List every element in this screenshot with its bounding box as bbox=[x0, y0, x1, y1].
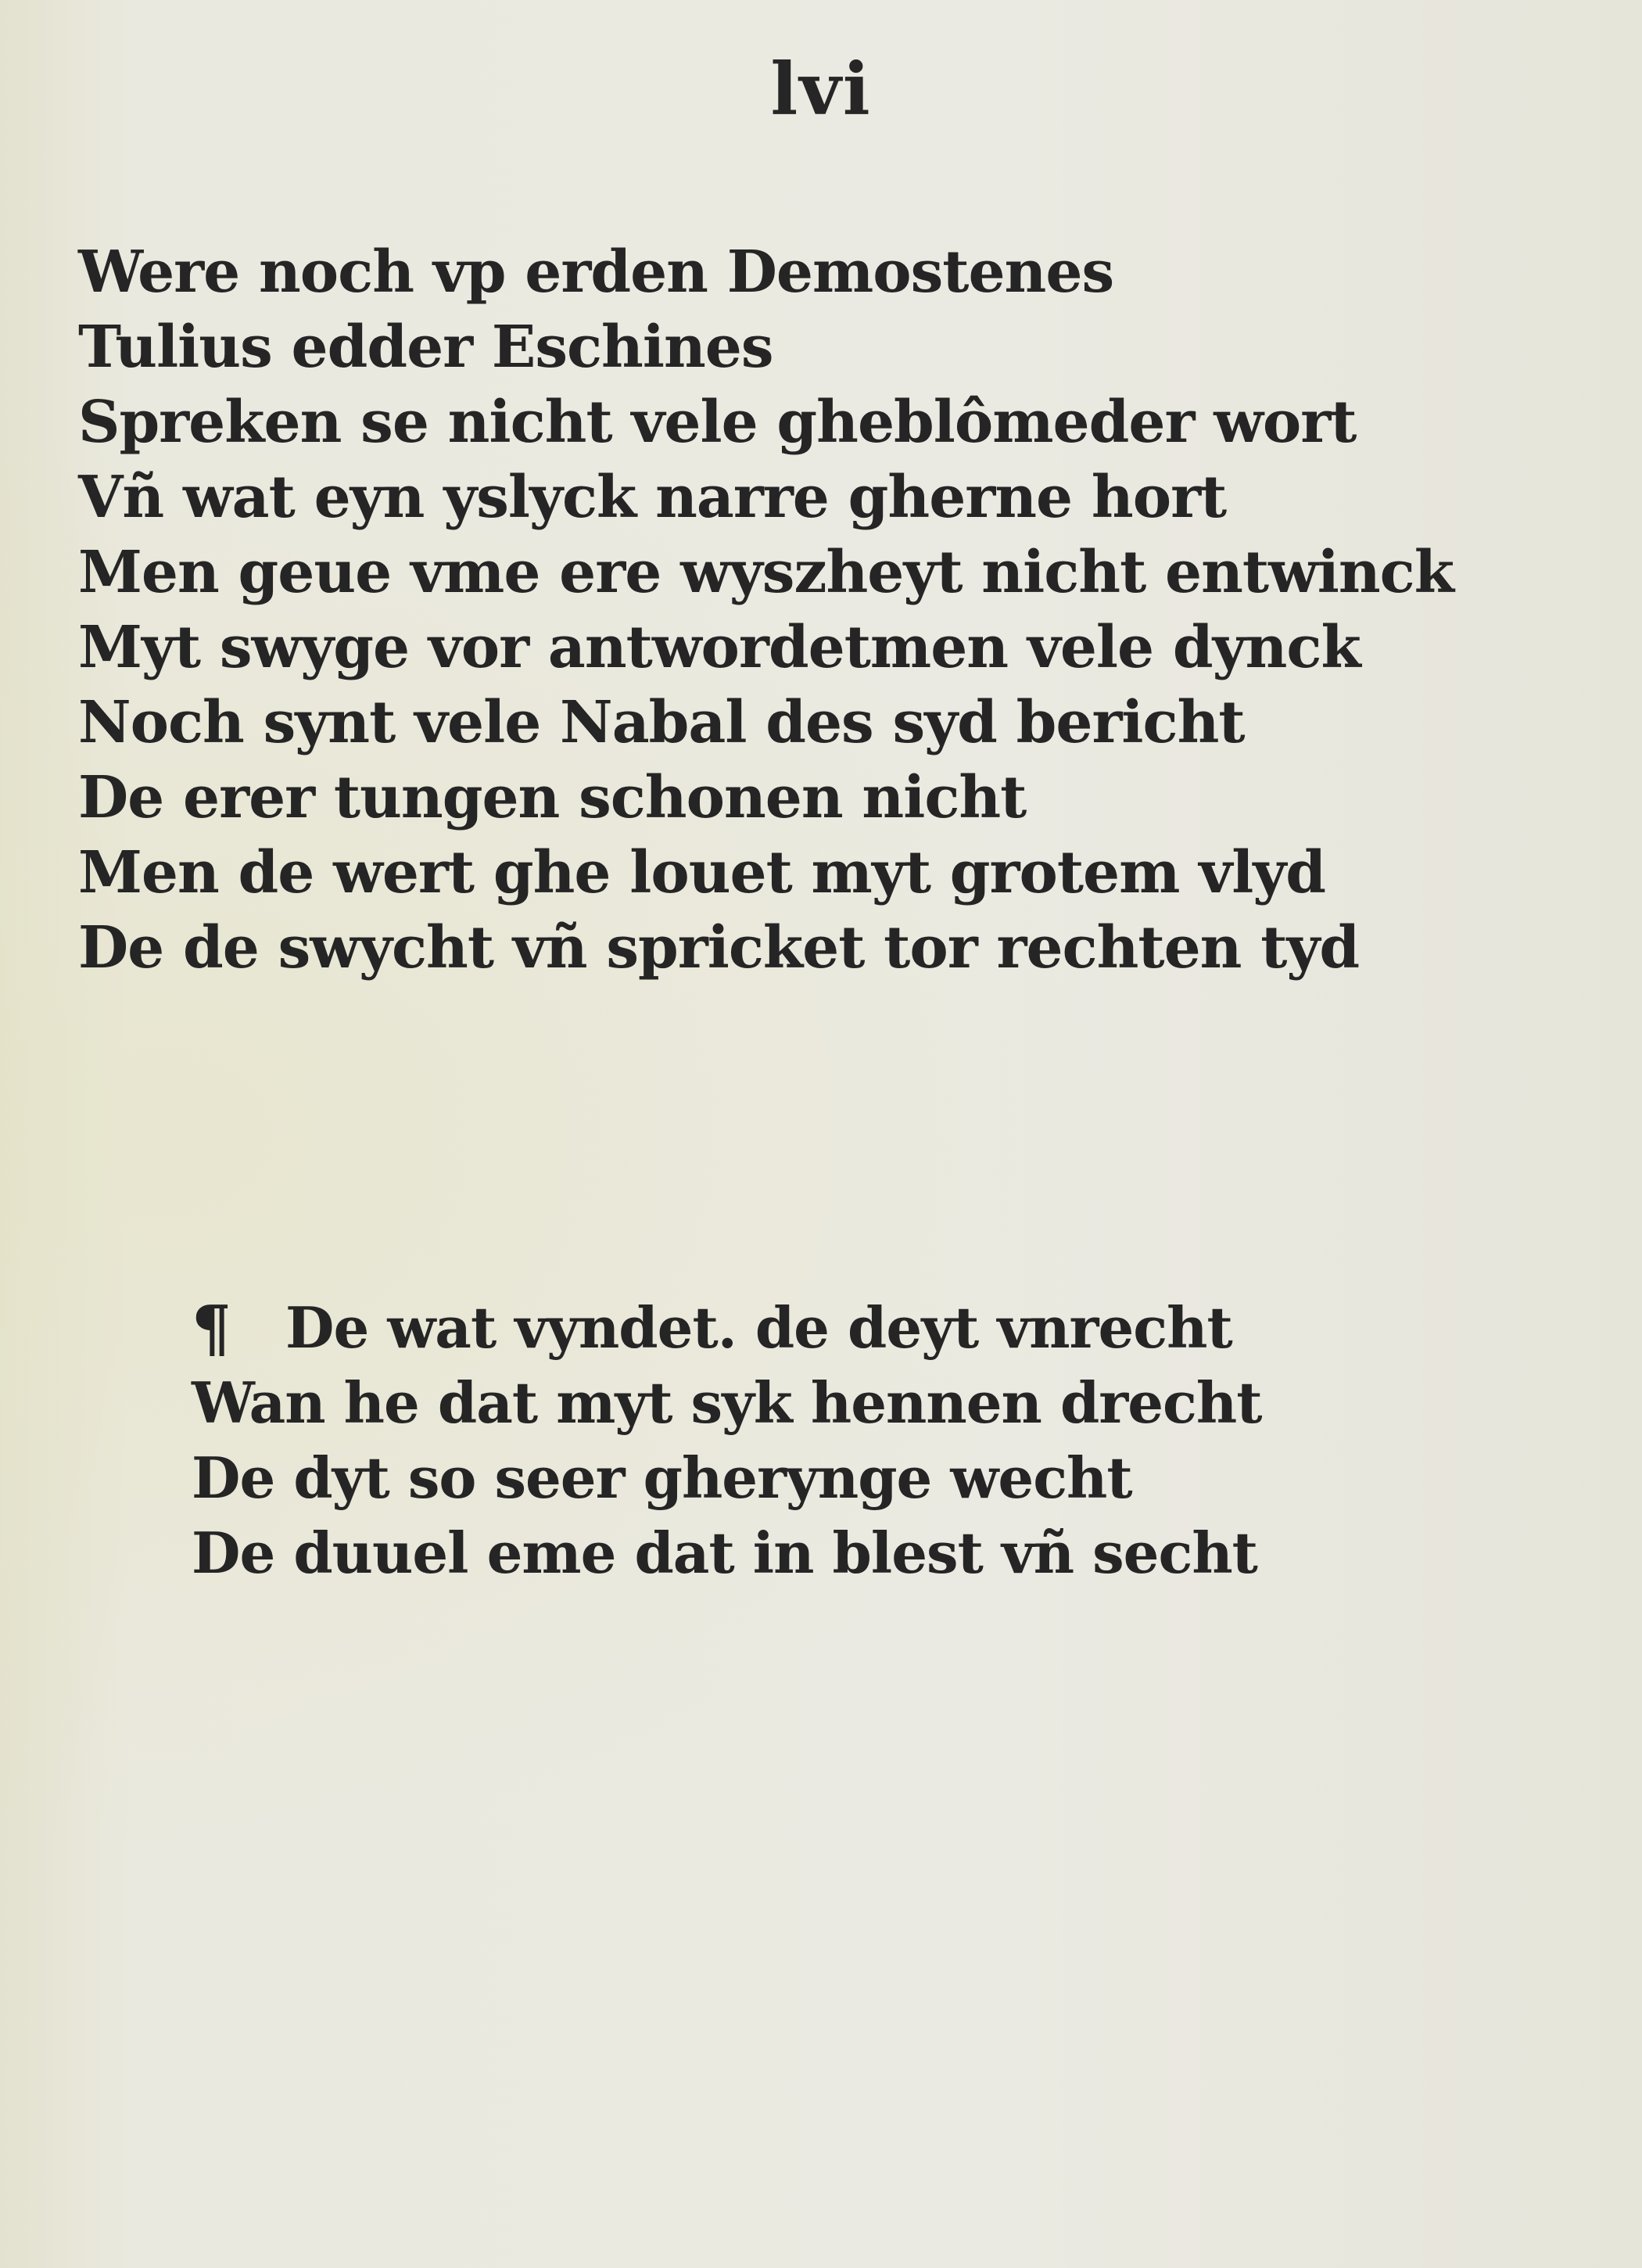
verse-line: Men geue vme ere wyszheyt nicht entwinck bbox=[78, 539, 1454, 606]
verse-line: Vñ wat eyn yslyck narre gherne hort bbox=[78, 464, 1227, 531]
verse-line: Tulius edder Eschines bbox=[78, 314, 773, 381]
verse-stanza-1 bbox=[78, 235, 1611, 985]
verse-line: De erer tungen schonen nicht bbox=[78, 764, 1027, 831]
verse-line: De de swycht vñ spricket tor rechten tyd bbox=[78, 914, 1360, 981]
verse-line: De dyt so seer gherynge wecht bbox=[192, 1444, 1132, 1511]
verse-line-with-mark bbox=[192, 1290, 1521, 1365]
verse-line: Noch synt vele Nabal des syd bericht bbox=[78, 689, 1245, 756]
verse-line: Men de wert ghe louet myt grotem vlyd bbox=[78, 839, 1326, 906]
page-number: lvi bbox=[770, 47, 872, 131]
verse-line: Myt swyge vor antwordetmen vele dynck bbox=[78, 614, 1361, 681]
verse-line: De duuel eme dat in blest vñ secht bbox=[192, 1520, 1257, 1586]
verse-line: Were noch vp erden Demostenes bbox=[78, 239, 1114, 306]
verse-line: Wan he dat myt syk hennen drecht bbox=[192, 1369, 1262, 1436]
verse-line: Spreken se nicht vele gheblômeder wort bbox=[78, 389, 1357, 456]
verse-stanza-2 bbox=[192, 1290, 1521, 1591]
pilcrow-mark: ¶ bbox=[192, 1291, 231, 1365]
verse-line-text: De wat vyndet. de deyt vnrecht bbox=[285, 1294, 1232, 1361]
